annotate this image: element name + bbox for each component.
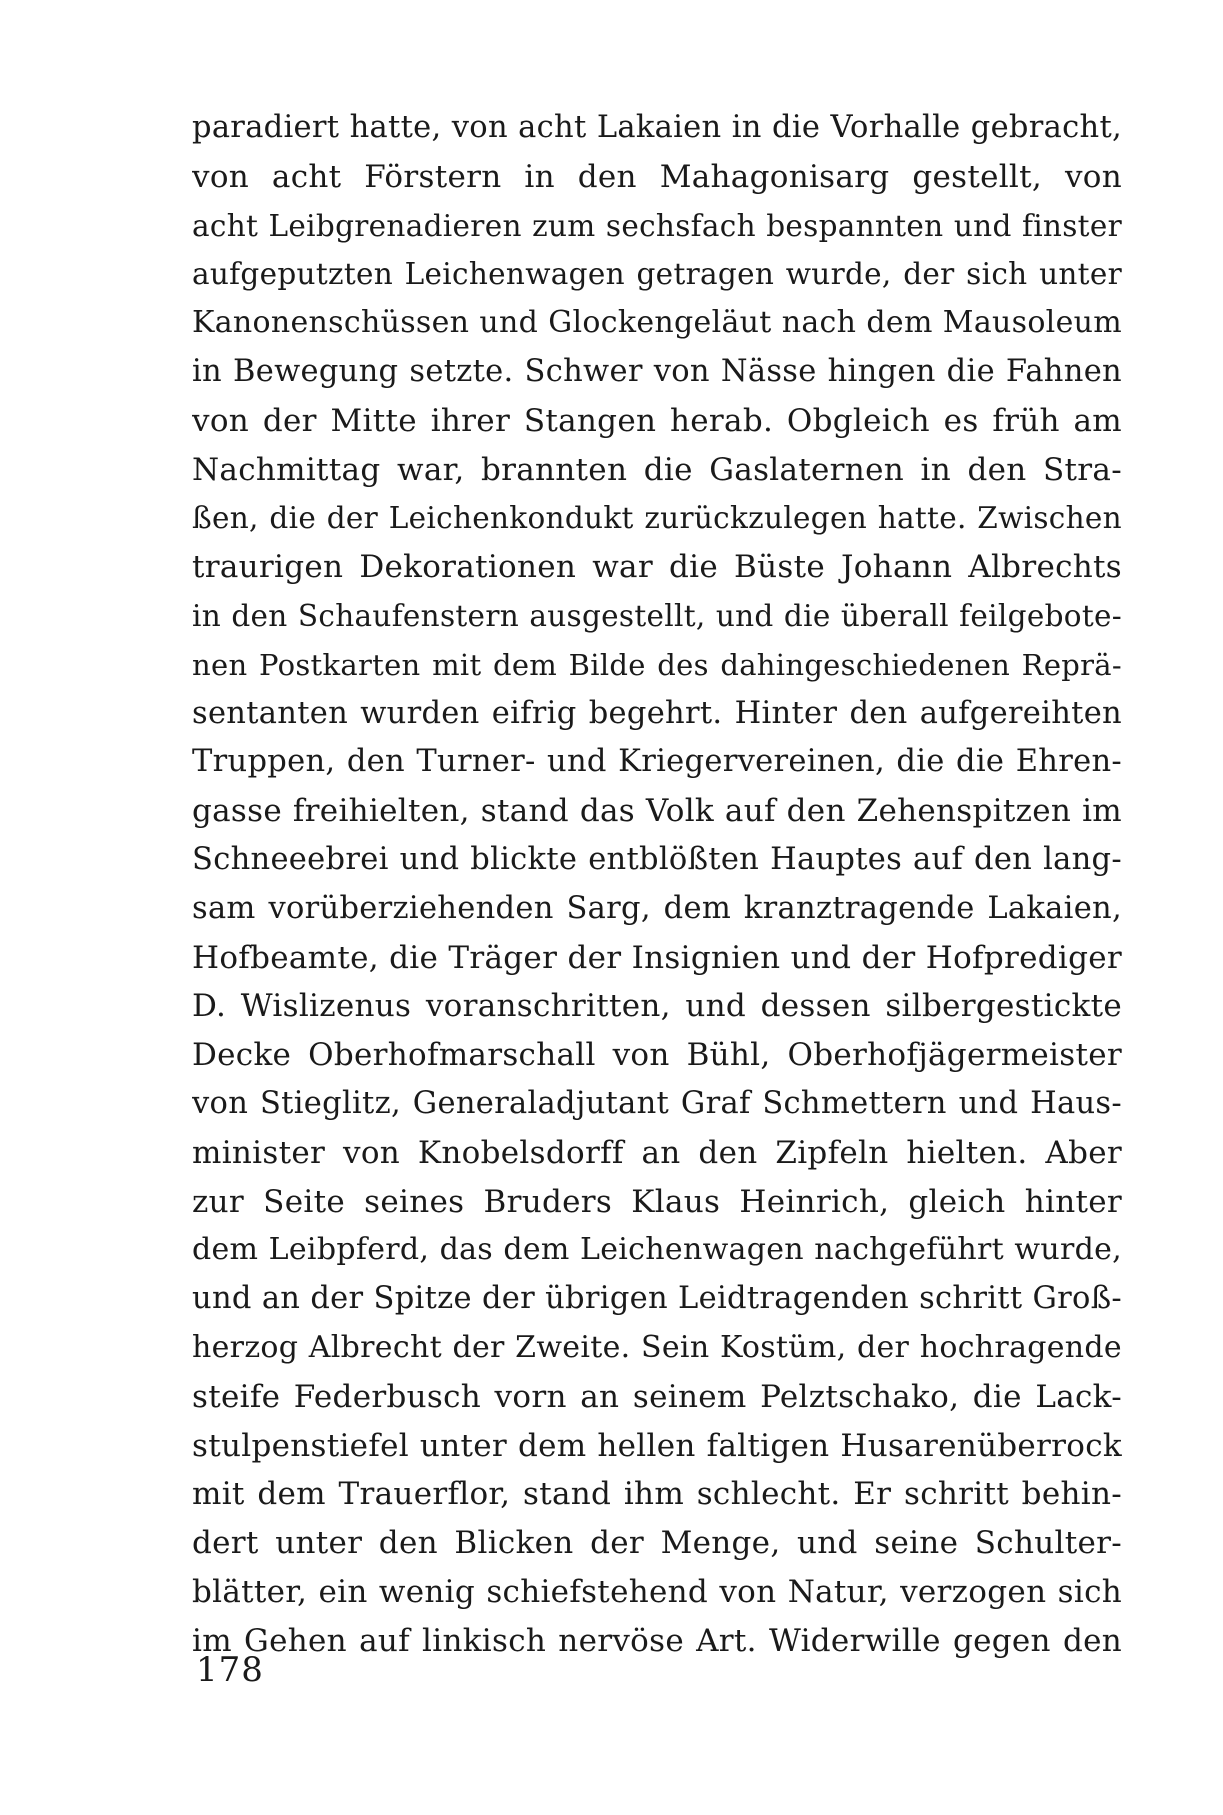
text-line: von acht Förstern in den Mahagonisarg gestellt, von	[192, 158, 1122, 195]
text-line: mit dem Trauerflor, stand ihm schlecht. Er schritt behin-	[192, 1476, 1122, 1513]
text-line: stulpenstiefel unter dem hellen faltigen Husarenüberrock	[192, 1427, 1122, 1464]
text-line: Truppen, den Turner- und Kriegervereinen, die die Ehren-	[192, 744, 1122, 780]
text-line: paradiert hatte, von acht Lakaien in die Vorhalle gebracht,	[192, 110, 1122, 145]
text-line: dert unter den Blicken der Menge, und seine Schulter-	[192, 1525, 1122, 1562]
text-line: ßen, die der Leichenkondukt zurückzulegen hatte. Zwischen	[192, 501, 1122, 536]
text-line: Hofbeamte, die Träger der Insignien und der Hofprediger	[192, 939, 1122, 976]
page-number: 178	[196, 1650, 264, 1690]
text-line: sam vorüberziehenden Sarg, dem kranztragende Lakaien,	[192, 890, 1122, 926]
text-line: im Gehen auf linkisch nervöse Art. Widerwille gegen den	[192, 1622, 1122, 1659]
text-line: zur Seite seines Bruders Klaus Heinrich, gleich hinter	[192, 1183, 1122, 1220]
text-line: steife Federbusch vorn an seinem Pelztschako, die Lack-	[192, 1378, 1122, 1415]
text-line: sentanten wurden eifrig begehrt. Hinter den aufgereihten	[192, 695, 1122, 731]
text-line: D. Wislizenus voranschritten, und dessen silbergestickte	[192, 988, 1122, 1025]
text-line: Nachmittag war, brannten die Gaslaternen in den Stra-	[192, 451, 1122, 488]
text-line: minister von Knobelsdorff an den Zipfeln hielten. Aber	[192, 1134, 1122, 1171]
text-line: und an der Spitze der übrigen Leidtragenden schritt Groß-	[192, 1281, 1122, 1317]
text-line: acht Leibgrenadieren zum sechsfach bespannten und finster	[192, 208, 1122, 243]
text-line: nen Postkarten mit dem Bilde des dahingeschiedenen Reprä-	[192, 647, 1122, 682]
text-line: dem Leibpferd, das dem Leichenwagen nachgeführt wurde,	[192, 1232, 1122, 1268]
text-line: von Stieglitz, Generaladjutant Graf Schmettern und Haus-	[192, 1085, 1122, 1121]
text-line: aufgeputzten Leichenwagen getragen wurde, der sich unter	[192, 257, 1122, 292]
text-line: Decke Oberhofmarschall von Bühl, Oberhofjägermeister	[192, 1037, 1122, 1074]
text-line: blätter, ein wenig schiefstehend von Natur, verzogen sich	[192, 1573, 1122, 1610]
text-line: gasse freihielten, stand das Volk auf den Zehenspitzen im	[192, 793, 1122, 830]
text-line: in den Schaufenstern ausgestellt, und die überall feilgebote-	[192, 598, 1122, 633]
text-line: von der Mitte ihrer Stangen herab. Obgleich es früh am	[192, 402, 1122, 439]
text-line: traurigen Dekorationen war die Büste Johann Albrechts	[192, 549, 1122, 586]
body-text	[192, 104, 1122, 1666]
text-line: in Bewegung setzte. Schwer von Nässe hingen die Fahnen	[192, 353, 1122, 389]
text-line: Kanonenschüssen und Glockengeläut nach dem Mausoleum	[192, 305, 1122, 341]
text-line: herzog Albrecht der Zweite. Sein Kostüm, der hochragende	[192, 1329, 1122, 1365]
text-line: Schneeebrei und blickte entblößten Hauptes auf den lang-	[192, 841, 1122, 877]
